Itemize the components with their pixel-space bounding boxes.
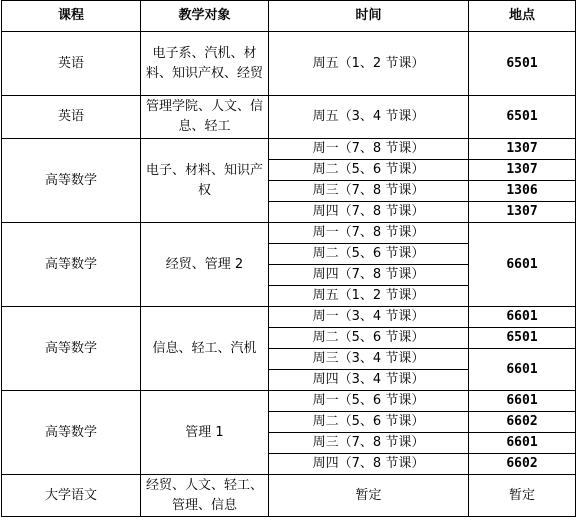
location-cell: 6501 xyxy=(469,32,576,96)
location-cell: 6501 xyxy=(469,328,576,349)
audience-cell: 电子系、汽机、材料、知识产权、经贸 xyxy=(141,32,269,96)
header-audience: 教学对象 xyxy=(141,1,269,32)
course-cell: 高等数学 xyxy=(2,307,141,391)
table-row xyxy=(2,475,576,517)
course-cell: 高等数学 xyxy=(2,139,141,223)
table-row xyxy=(2,307,576,328)
time-cell: 周一（5、6 节课） xyxy=(269,391,469,412)
header-course: 课程 xyxy=(2,1,141,32)
location-cell: 6601 xyxy=(469,223,576,307)
location-cell: 1307 xyxy=(469,139,576,160)
location-cell: 1307 xyxy=(469,202,576,223)
time-cell: 周四（7、8 节课） xyxy=(269,202,469,223)
time-cell: 周四（7、8 节课） xyxy=(269,454,469,475)
header-location: 地点 xyxy=(469,1,576,32)
audience-cell: 管理学院、人文、信息、轻工 xyxy=(141,96,269,139)
location-cell: 6601 xyxy=(469,391,576,412)
location-cell: 6602 xyxy=(469,454,576,475)
audience-cell: 管理 1 xyxy=(141,391,269,475)
location-cell: 6501 xyxy=(469,96,576,139)
time-cell: 周四（3、4 节课） xyxy=(269,370,469,391)
location-cell: 1306 xyxy=(469,181,576,202)
table-row xyxy=(2,139,576,160)
table-row xyxy=(2,32,576,96)
location-cell: 6601 xyxy=(469,349,576,391)
course-cell: 高等数学 xyxy=(2,223,141,307)
location-cell: 1307 xyxy=(469,160,576,181)
table-row xyxy=(2,223,576,244)
time-cell: 周五（1、2 节课） xyxy=(269,32,469,96)
time-cell: 周二（5、6 节课） xyxy=(269,160,469,181)
location-cell: 6601 xyxy=(469,433,576,454)
course-cell: 大学语文 xyxy=(2,475,141,517)
time-cell: 周五（3、4 节课） xyxy=(269,96,469,139)
time-cell: 周二（5、6 节课） xyxy=(269,328,469,349)
course-cell: 英语 xyxy=(2,32,141,96)
course-cell: 高等数学 xyxy=(2,391,141,475)
time-cell: 周三（3、4 节课） xyxy=(269,349,469,370)
time-cell: 周二（5、6 节课） xyxy=(269,412,469,433)
time-cell: 周一（7、8 节课） xyxy=(269,223,469,244)
location-cell: 6601 xyxy=(469,307,576,328)
table-row xyxy=(2,391,576,412)
time-cell: 周二（5、6 节课） xyxy=(269,244,469,265)
audience-cell: 经贸、人文、轻工、管理、信息 xyxy=(141,475,269,517)
audience-cell: 经贸、管理 2 xyxy=(141,223,269,307)
time-cell: 周一（3、4 节课） xyxy=(269,307,469,328)
time-cell: 周四（7、8 节课） xyxy=(269,265,469,286)
time-cell: 暂定 xyxy=(269,475,469,517)
location-cell: 暂定 xyxy=(469,475,576,517)
header-time: 时间 xyxy=(269,1,469,32)
time-cell: 周一（7、8 节课） xyxy=(269,139,469,160)
time-cell: 周三（7、8 节课） xyxy=(269,433,469,454)
audience-cell: 信息、轻工、汽机 xyxy=(141,307,269,391)
course-cell: 英语 xyxy=(2,96,141,139)
time-cell: 周五（1、2 节课） xyxy=(269,286,469,307)
schedule-table xyxy=(1,0,576,517)
audience-cell: 电子、材料、知识产权 xyxy=(141,139,269,223)
location-cell: 6602 xyxy=(469,412,576,433)
time-cell: 周三（7、8 节课） xyxy=(269,181,469,202)
header-row xyxy=(2,1,576,32)
table-row xyxy=(2,96,576,139)
